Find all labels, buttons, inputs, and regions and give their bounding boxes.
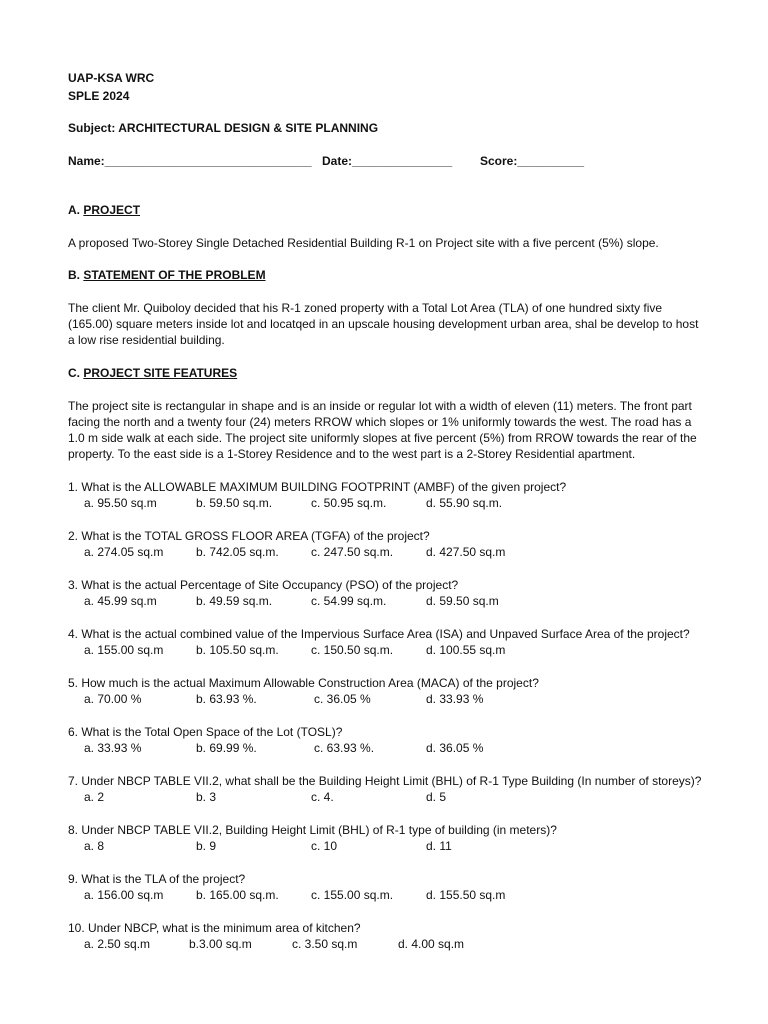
- section-b-letter: B.: [68, 268, 80, 282]
- option-b: b. 105.50 sq.m.: [196, 643, 279, 657]
- option-d: d. 427.50 sq.m: [426, 545, 506, 559]
- option-d: d. 11: [426, 839, 452, 853]
- option-c: c. 54.99 sq.m.: [311, 594, 387, 608]
- question-text: 2. What is the TOTAL GROSS FLOOR AREA (TGFA) of the project?: [68, 529, 430, 543]
- option-b: b. 9: [196, 839, 217, 853]
- section-c-heading: [68, 365, 237, 381]
- section-c-letter: C.: [68, 366, 80, 380]
- option-c: c. 4.: [311, 790, 334, 804]
- option-b: b. 69.99 %.: [196, 741, 257, 755]
- option-c: c. 63.93 %.: [314, 741, 375, 755]
- name-field: Name:_______________________________: [68, 154, 312, 168]
- option-d: d. 55.90 sq.m.: [426, 496, 503, 510]
- section-a-title: PROJECT: [83, 203, 141, 217]
- section-c-title: PROJECT SITE FEATURES: [83, 366, 238, 380]
- section-b-text: The client Mr. Quiboloy decided that his R-1 zoned property with a Total Lot Area (TLA) of one hundred sixty five (165.00) square meters inside lot and locatqed in an upscale housing development urban area, shal be develop to host a low rise residential building.: [68, 301, 699, 347]
- option-d: d. 4.00 sq.m: [398, 937, 465, 951]
- score-field: Score:__________: [480, 154, 585, 168]
- option-c: c. 3.50 sq.m: [292, 937, 358, 951]
- question-text: 10. Under NBCP, what is the minimum area of kitchen?: [68, 921, 361, 935]
- option-a: a. 33.93 %: [84, 741, 142, 755]
- subject-value: ARCHITECTURAL DESIGN & SITE PLANNING: [118, 121, 379, 135]
- option-c: c. 155.00 sq.m.: [311, 888, 394, 902]
- option-a: a. 274.05 sq.m: [84, 545, 164, 559]
- option-d: d. 36.05 %: [426, 741, 484, 755]
- section-b-title: STATEMENT OF THE PROBLEM: [83, 268, 266, 282]
- option-c: c. 36.05 %: [314, 692, 371, 706]
- question-text: 6. What is the Total Open Space of the Lot (TOSL)?: [68, 725, 343, 739]
- option-c: c. 247.50 sq.m.: [311, 545, 394, 559]
- option-b: b. 59.50 sq.m.: [196, 496, 273, 510]
- option-d: d. 59.50 sq.m: [426, 594, 499, 608]
- option-b: b. 3: [196, 790, 217, 804]
- subject-label: Subject:: [68, 121, 116, 135]
- option-a: a. 156.00 sq.m: [84, 888, 164, 902]
- option-b: b. 165.00 sq.m.: [196, 888, 279, 902]
- option-a: a. 2.50 sq.m: [84, 937, 151, 951]
- option-c: c. 10: [311, 839, 338, 853]
- option-b: b.3.00 sq.m: [189, 937, 252, 951]
- option-d: d. 33.93 %: [426, 692, 484, 706]
- section-b-heading: [68, 267, 266, 283]
- date-field: Date:_______________: [322, 154, 453, 168]
- option-a: a. 70.00 %: [84, 692, 142, 706]
- subject-line: [68, 120, 378, 136]
- option-c: c. 150.50 sq.m.: [311, 643, 394, 657]
- option-a: a. 155.00 sq.m: [84, 643, 164, 657]
- option-d: d. 155.50 sq.m: [426, 888, 506, 902]
- option-d: d. 5: [426, 790, 447, 804]
- section-c-text: The project site is rectangular in shape and is an inside or regular lot with a width of eleven (11) meters. The front part facing the north and a twenty four (24) meters RROW which slopes or 1% uniformly towards the west. The road has a 1.0 m side walk at each side. The project site uniformly slopes at five percent (5%) from RROW towards the rear of the property. To the east side is a 1-Storey Residence and to the west part is a 2-Storey Residential apartment.: [68, 399, 697, 461]
- section-a-heading: [68, 202, 140, 218]
- question-text: 1. What is the ALLOWABLE MAXIMUM BUILDING FOOTPRINT (AMBF) of the given project?: [68, 480, 567, 494]
- question-text: 5. How much is the actual Maximum Allowable Construction Area (MACA) of the project?: [68, 676, 539, 690]
- org-name: UAP-KSA WRC: [68, 71, 155, 85]
- question-text: 9. What is the TLA of the project?: [68, 872, 246, 886]
- question-text: 7. Under NBCP TABLE VII.2, what shall be the Building Height Limit (BHL) of R-1 Type Building (In number of storeys)?: [68, 774, 702, 788]
- option-a: a. 45.99 sq.m: [84, 594, 157, 608]
- option-b: b. 63.93 %.: [196, 692, 257, 706]
- option-b: b. 742.05 sq.m.: [196, 545, 279, 559]
- exam-name: SPLE 2024: [68, 89, 130, 103]
- section-a-text: A proposed Two-Storey Single Detached Residential Building R-1 on Project site with a five percent (5%) slope.: [68, 236, 659, 250]
- question-text: 3. What is the actual Percentage of Site Occupancy (PSO) of the project?: [68, 578, 459, 592]
- option-a: a. 8: [84, 839, 105, 853]
- option-c: c. 50.95 sq.m.: [311, 496, 387, 510]
- question-text: 4. What is the actual combined value of the Impervious Surface Area (ISA) and Unpaved Surface Area of the project?: [68, 627, 690, 641]
- option-a: a. 95.50 sq.m: [84, 496, 157, 510]
- option-b: b. 49.59 sq.m.: [196, 594, 273, 608]
- option-a: a. 2: [84, 790, 105, 804]
- option-d: d. 100.55 sq.m: [426, 643, 506, 657]
- section-a-letter: A.: [68, 203, 80, 217]
- question-text: 8. Under NBCP TABLE VII.2, Building Height Limit (BHL) of R-1 type of building (in meters)?: [68, 823, 557, 837]
